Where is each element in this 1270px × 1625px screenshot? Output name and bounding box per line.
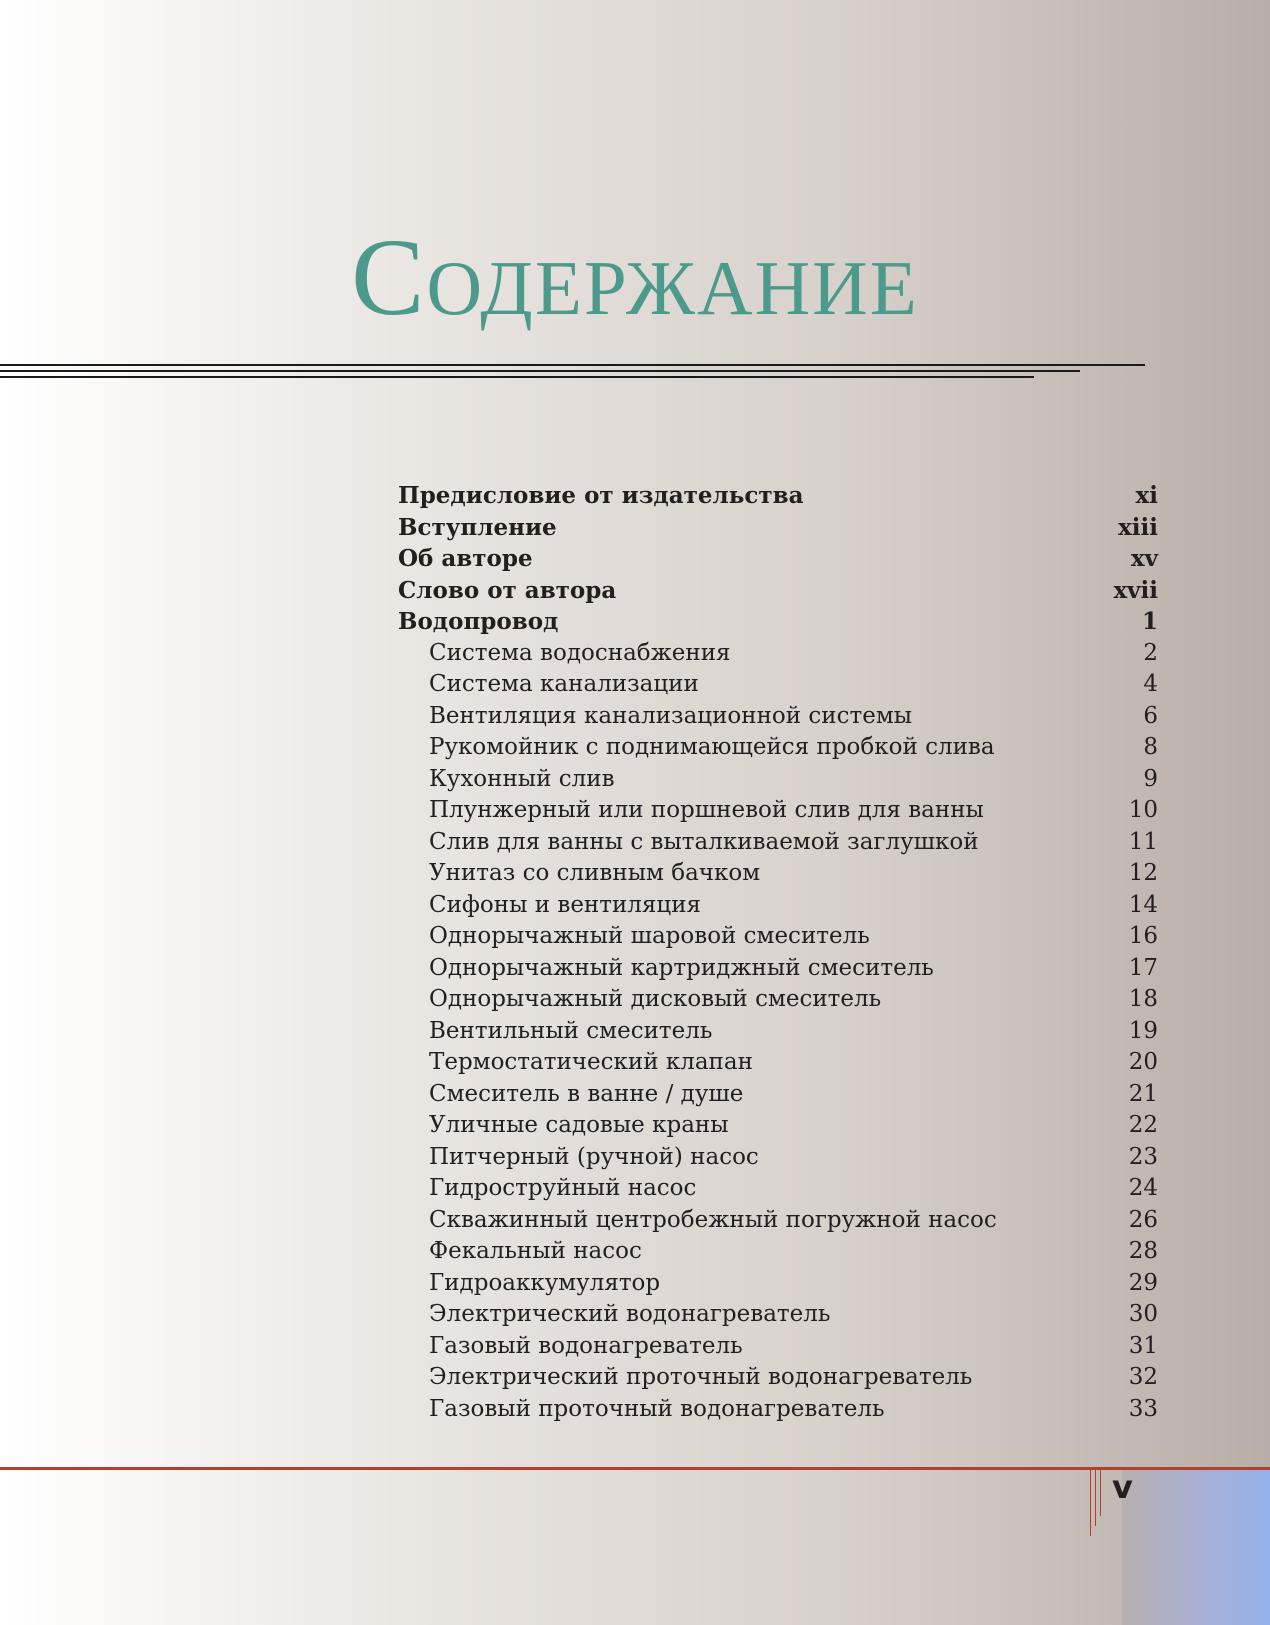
page-number: v — [1112, 1468, 1133, 1506]
toc-entry-label: Слово от автора — [398, 576, 617, 604]
toc-entry-page: 12 — [1128, 860, 1158, 886]
toc-entry[interactable] — [398, 1173, 1158, 1205]
toc-entry[interactable] — [398, 858, 1158, 890]
toc-entry-page: 32 — [1128, 1364, 1158, 1390]
toc-entry-label: Однорычажный шаровой смеситель — [429, 923, 870, 949]
title-rule-top — [0, 364, 1145, 366]
toc-entry[interactable] — [398, 1331, 1158, 1363]
toc-entry[interactable] — [398, 1394, 1158, 1426]
corner-line-2 — [1095, 1470, 1096, 1526]
toc-entry-label: Однорычажный дисковый смеситель — [429, 986, 882, 1012]
toc-entry[interactable] — [398, 827, 1158, 859]
toc-entry-page: 26 — [1128, 1206, 1158, 1233]
toc-entry-label: Гидроструйный насос — [429, 1175, 697, 1201]
toc-entry-label: Сифоны и вентиляция — [429, 891, 702, 918]
toc-entry-label: Вентильный смеситель — [429, 1017, 713, 1044]
toc-entry-label: Смеситель в ванне / душе — [429, 1080, 744, 1107]
toc-entry[interactable] — [398, 1047, 1158, 1079]
toc-entry-label: Унитаз со сливным бачком — [429, 860, 761, 886]
toc-entry-page: 30 — [1128, 1301, 1158, 1327]
toc-entry-page: 20 — [1128, 1049, 1158, 1075]
toc-entry-page: 33 — [1128, 1395, 1158, 1422]
toc-entry-page: 29 — [1128, 1269, 1158, 1296]
toc-entry-label: Скважинный центробежный погружной насос — [429, 1206, 997, 1233]
toc-entry[interactable] — [398, 480, 1158, 512]
toc-entry-page: 21 — [1128, 1080, 1158, 1107]
title-rule-bottom — [0, 376, 1034, 378]
toc-entry[interactable] — [398, 575, 1158, 607]
toc-entry-label: Газовый водонагреватель — [429, 1332, 743, 1359]
toc-entry-label: Система водоснабжения — [429, 639, 731, 666]
toc-entry-page: 2 — [1143, 639, 1158, 666]
corner-line-1 — [1090, 1470, 1091, 1536]
toc-entry[interactable] — [398, 1205, 1158, 1237]
toc-entry-page: 28 — [1128, 1238, 1158, 1264]
toc-entry-label: Система канализации — [429, 671, 699, 697]
toc-entry-page: 11 — [1128, 828, 1158, 855]
toc-entry-label: Электрический проточный водонагреватель — [429, 1364, 973, 1390]
toc-entry[interactable] — [398, 953, 1158, 985]
toc-entry-page: xi — [1135, 482, 1158, 509]
toc-entry-page: 31 — [1128, 1332, 1158, 1359]
toc-entry[interactable] — [398, 1236, 1158, 1268]
toc-entry-label: Питчерный (ручной) насос — [429, 1143, 759, 1170]
toc-entry[interactable] — [398, 1268, 1158, 1300]
toc-entry-page: 4 — [1143, 671, 1158, 697]
toc-entry[interactable] — [398, 606, 1158, 638]
toc-entry-page: 10 — [1128, 797, 1158, 823]
toc-entry-page: xv — [1130, 545, 1158, 572]
toc-entry-page: xiii — [1118, 513, 1158, 541]
toc-entry[interactable] — [398, 1016, 1158, 1048]
toc-entry[interactable] — [398, 795, 1158, 827]
toc-entry-label: Водопровод — [398, 608, 559, 635]
toc-entry-label: Рукомойник с поднимающейся пробкой слива — [429, 734, 995, 760]
toc-entry-page: 16 — [1128, 923, 1158, 949]
toc-entry-page: 19 — [1128, 1017, 1158, 1044]
toc-entry[interactable] — [398, 890, 1158, 922]
toc-entry[interactable] — [398, 512, 1158, 544]
toc-entry-page: 14 — [1128, 891, 1158, 918]
toc-entry-label: Плунжерный или поршневой слив для ванны — [429, 797, 984, 823]
toc-entry[interactable] — [398, 1110, 1158, 1142]
title-rule-middle — [0, 370, 1080, 372]
toc-entry-label: Уличные садовые краны — [429, 1112, 729, 1138]
toc-entry-page: 22 — [1128, 1112, 1158, 1138]
toc-entry-label: Фекальный насос — [429, 1238, 642, 1264]
toc-entry[interactable] — [398, 984, 1158, 1016]
toc-entry-label: Вступление — [398, 513, 557, 541]
toc-entry[interactable] — [398, 543, 1158, 575]
table-of-contents — [398, 480, 1158, 1425]
toc-entry-label: Электрический водонагреватель — [429, 1301, 831, 1327]
toc-entry-label: Термостатический клапан — [429, 1049, 753, 1075]
toc-entry[interactable] — [398, 1079, 1158, 1111]
toc-entry[interactable] — [398, 1142, 1158, 1174]
toc-entry-label: Гидроаккумулятор — [429, 1269, 661, 1296]
toc-entry[interactable] — [398, 764, 1158, 796]
toc-entry-page: 9 — [1143, 765, 1158, 792]
toc-entry[interactable] — [398, 732, 1158, 764]
toc-entry-page: 1 — [1141, 608, 1158, 635]
toc-entry-page: 17 — [1128, 954, 1158, 981]
page-title: Содержание — [351, 215, 919, 338]
corner-decoration — [1122, 1470, 1270, 1625]
toc-entry-page: 24 — [1128, 1175, 1158, 1201]
footer-rule — [0, 1467, 1270, 1470]
toc-entry-label: Кухонный слив — [429, 765, 615, 792]
toc-entry[interactable] — [398, 669, 1158, 701]
toc-entry-label: Вентиляция канализационной системы — [429, 702, 913, 729]
corner-line-3 — [1100, 1470, 1101, 1516]
toc-entry-label: Слив для ванны с выталкиваемой заглушкой — [429, 828, 979, 855]
toc-entry[interactable] — [398, 638, 1158, 670]
toc-entry-page: 18 — [1128, 986, 1158, 1012]
toc-entry-page: 8 — [1143, 734, 1158, 760]
toc-entry[interactable] — [398, 1362, 1158, 1394]
toc-entry[interactable] — [398, 921, 1158, 953]
toc-entry-label: Об авторе — [398, 545, 533, 572]
toc-entry-label: Предисловие от издательства — [398, 482, 804, 509]
toc-entry-page: xvii — [1113, 576, 1158, 604]
toc-entry[interactable] — [398, 1299, 1158, 1331]
toc-entry[interactable] — [398, 701, 1158, 733]
toc-entry-page: 23 — [1128, 1143, 1158, 1170]
toc-entry-label: Однорычажный картриджный смеситель — [429, 954, 934, 981]
toc-entry-label: Газовый проточный водонагреватель — [429, 1395, 885, 1422]
toc-entry-page: 6 — [1143, 702, 1158, 729]
